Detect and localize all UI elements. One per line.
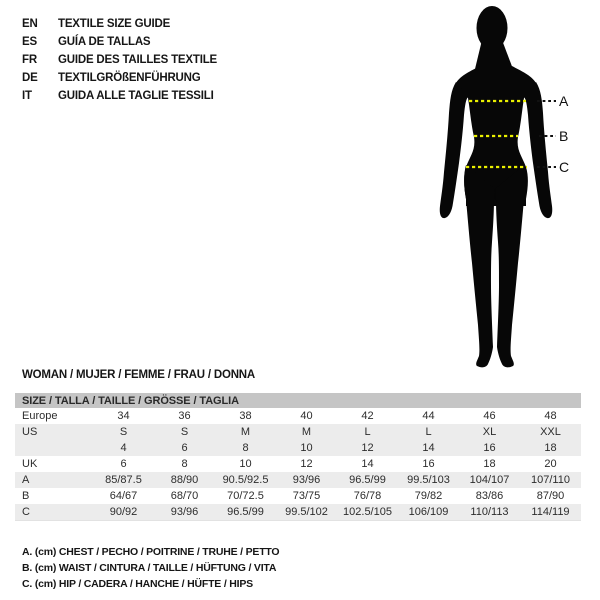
size-cell: 88/90 xyxy=(154,472,215,488)
size-cell: 6 xyxy=(154,440,215,456)
size-cell: 93/96 xyxy=(154,504,215,521)
row-label: Europe xyxy=(22,410,58,422)
guide-title: GUIDE DES TAILLES TEXTILE xyxy=(58,54,217,66)
size-cell: 79/82 xyxy=(414,490,443,502)
language-row xyxy=(22,68,217,86)
size-cell: 34 xyxy=(117,410,130,422)
table-row xyxy=(15,424,581,440)
size-cell: 10 xyxy=(276,440,337,456)
size-cell: 73/75 xyxy=(292,490,321,502)
language-code: DE xyxy=(22,72,38,84)
guide-title: TEXTILGRÖßENFÜHRUNG xyxy=(58,72,201,84)
size-cell: L xyxy=(337,424,398,440)
size-cell: 18 xyxy=(520,440,581,456)
chest-label: A xyxy=(559,93,569,109)
woman-silhouette-figure xyxy=(425,0,575,380)
size-cell: 16 xyxy=(422,458,435,470)
size-cell: 104/107 xyxy=(459,472,520,488)
size-cell: 20 xyxy=(544,458,557,470)
size-cell: 42 xyxy=(361,410,374,422)
size-cell: 38 xyxy=(239,410,252,422)
size-cell: 6 xyxy=(120,458,127,470)
size-cell: 48 xyxy=(544,410,557,422)
language-list xyxy=(22,14,217,104)
size-cell: 87/90 xyxy=(536,490,565,502)
legend-line: A. (cm) CHEST / PECHO / POITRINE / TRUHE / PETTO xyxy=(22,546,280,558)
language-code: EN xyxy=(22,18,38,30)
size-cell: 14 xyxy=(361,458,374,470)
woman-silhouette xyxy=(440,6,553,367)
row-label: A xyxy=(15,472,93,488)
row-label: US xyxy=(15,424,93,440)
size-cell: 68/70 xyxy=(170,490,199,502)
row-label xyxy=(15,440,93,456)
size-cell: L xyxy=(398,424,459,440)
size-cell: 44 xyxy=(422,410,435,422)
table-row xyxy=(15,440,581,456)
measurement-legend xyxy=(22,544,279,592)
size-cell: 16 xyxy=(459,440,520,456)
gender-title: WOMAN / MUJER / FEMME / FRAU / DONNA xyxy=(22,369,256,381)
hip-label: C xyxy=(559,159,570,175)
language-row xyxy=(22,32,217,50)
language-code: IT xyxy=(22,90,32,102)
size-cell: 8 xyxy=(215,440,276,456)
size-cell: 90/92 xyxy=(93,504,154,521)
size-cell: 12 xyxy=(337,440,398,456)
size-cell: 76/78 xyxy=(353,490,382,502)
size-cell: 114/119 xyxy=(520,504,581,521)
size-cell: XXL xyxy=(520,424,581,440)
row-label: UK xyxy=(22,458,38,470)
size-cell: 99.5/102 xyxy=(276,504,337,521)
size-table-header: SIZE / TALLA / TAILLE / GRÖSSE / TAGLIA xyxy=(15,393,581,408)
language-code: ES xyxy=(22,36,37,48)
size-cell: 93/96 xyxy=(276,472,337,488)
size-cell: 40 xyxy=(300,410,313,422)
table-row xyxy=(15,488,581,504)
size-cell: 70/72.5 xyxy=(227,490,264,502)
size-cell: 14 xyxy=(398,440,459,456)
language-row xyxy=(22,14,217,32)
table-row xyxy=(15,408,581,424)
legend-line: B. (cm) WAIST / CINTURA / TAILLE / HÜFTUNG / VITA xyxy=(22,562,277,574)
size-cell: 107/110 xyxy=(520,472,581,488)
size-cell: S xyxy=(93,424,154,440)
guide-title: GUÍA DE TALLAS xyxy=(58,36,151,48)
size-cell: 18 xyxy=(483,458,496,470)
size-cell: M xyxy=(215,424,276,440)
size-cell: 64/67 xyxy=(109,490,138,502)
size-cell: 110/113 xyxy=(459,504,520,521)
size-cell: 36 xyxy=(178,410,191,422)
legend-line: C. (cm) HIP / CADERA / HANCHE / HÜFTE / HIPS xyxy=(22,578,253,590)
table-row xyxy=(15,472,581,488)
row-label: B xyxy=(22,490,30,502)
size-cell: 96.5/99 xyxy=(215,504,276,521)
size-cell: 102.5/105 xyxy=(337,504,398,521)
guide-title: TEXTILE SIZE GUIDE xyxy=(58,18,171,30)
size-cell: 99.5/103 xyxy=(398,472,459,488)
language-row xyxy=(22,50,217,68)
size-cell: 83/86 xyxy=(475,490,504,502)
size-cell: 4 xyxy=(93,440,154,456)
size-cell: 96.5/99 xyxy=(337,472,398,488)
table-row xyxy=(15,504,581,521)
row-label: C xyxy=(15,504,93,521)
size-cell: 46 xyxy=(483,410,496,422)
size-cell: 85/87.5 xyxy=(93,472,154,488)
waist-label: B xyxy=(559,128,569,144)
size-cell: M xyxy=(276,424,337,440)
size-cell: S xyxy=(154,424,215,440)
size-cell: 8 xyxy=(181,458,188,470)
language-row xyxy=(22,86,217,104)
guide-title: GUIDA ALLE TAGLIE TESSILI xyxy=(58,90,214,102)
size-cell: 12 xyxy=(300,458,313,470)
size-table xyxy=(15,393,581,521)
language-code: FR xyxy=(22,54,37,66)
size-cell: 106/109 xyxy=(398,504,459,521)
size-cell: 10 xyxy=(239,458,252,470)
size-cell: XL xyxy=(459,424,520,440)
table-row xyxy=(15,456,581,472)
size-cell: 90.5/92.5 xyxy=(215,472,276,488)
